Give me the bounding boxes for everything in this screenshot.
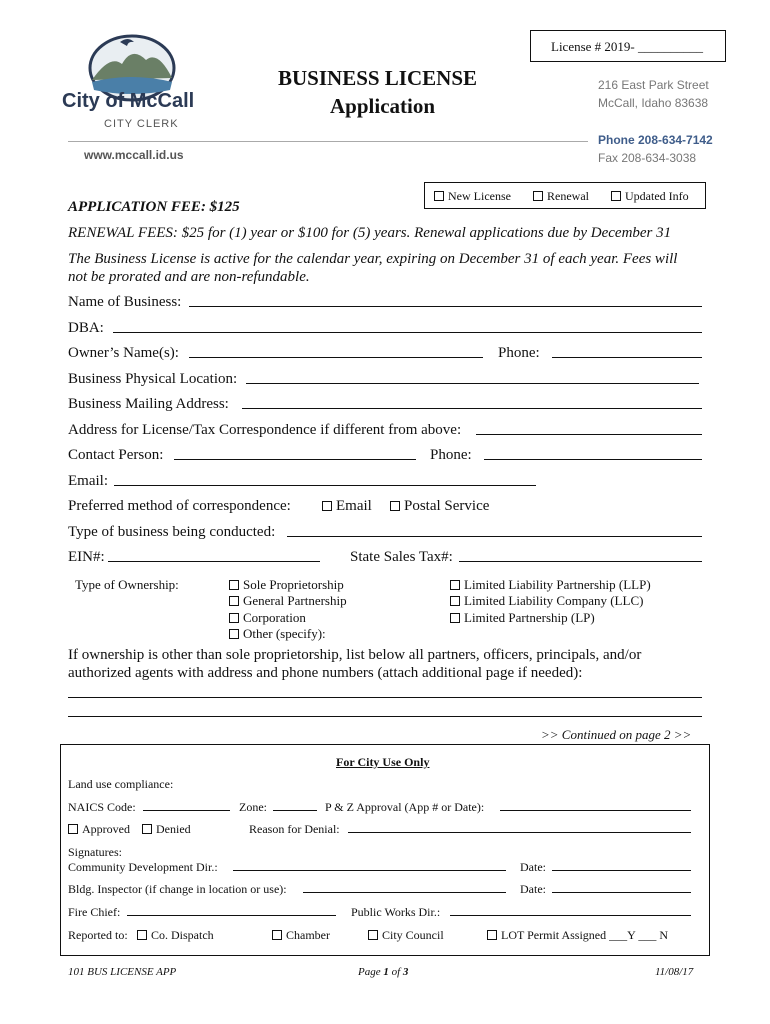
- new-license-label: New License: [448, 189, 511, 203]
- page-word: Page: [358, 966, 381, 978]
- pref-postal-checkbox[interactable]: [390, 501, 400, 511]
- lot-option[interactable]: [487, 928, 668, 943]
- public-works-label: Public Works Dir.:: [351, 905, 441, 919]
- updated-info-label: Updated Info: [625, 189, 689, 203]
- approved-label: Approved: [82, 822, 130, 836]
- correspondence-address-label: Address for License/Tax Correspondence if different from above:: [68, 422, 462, 438]
- page-number: 1: [383, 966, 389, 978]
- owner-phone-input[interactable]: [552, 357, 702, 358]
- naics-label: NAICS Code:: [68, 800, 136, 814]
- address-phone: Phone 208-634-7142: [598, 133, 713, 147]
- sales-tax-label: State Sales Tax#:: [350, 549, 453, 565]
- footer-form-id: 101 BUS LICENSE APP: [68, 966, 177, 978]
- sole-checkbox[interactable]: [229, 580, 239, 590]
- other-checkbox[interactable]: [229, 629, 239, 639]
- council-option[interactable]: [368, 928, 444, 943]
- dispatch-label: Co. Dispatch: [151, 928, 214, 942]
- council-label: City Council: [382, 928, 444, 942]
- pref-postal-label: Postal Service: [404, 498, 490, 514]
- license-note-2: not be prorated and are non-refundable.: [68, 269, 310, 285]
- pref-postal-option[interactable]: [390, 498, 489, 515]
- naics-input[interactable]: [143, 810, 230, 811]
- business-type-input[interactable]: [287, 536, 702, 537]
- header-divider: [68, 141, 588, 142]
- address-city: McCall, Idaho 83638: [598, 96, 709, 110]
- owner-name-label: Owner’s Name(s):: [68, 345, 179, 361]
- license-number-box[interactable]: [530, 30, 726, 62]
- physical-location-label: Business Physical Location:: [68, 371, 238, 387]
- renewal-label: Renewal: [547, 189, 589, 203]
- llp-label: Limited Liability Partnership (LLP): [464, 577, 651, 592]
- date2-label: Date:: [520, 882, 546, 896]
- partners-input-1[interactable]: [68, 697, 702, 698]
- chamber-checkbox[interactable]: [272, 930, 282, 940]
- bldg-label: Bldg. Inspector (if change in location or use):: [68, 882, 287, 896]
- zone-label: Zone:: [239, 800, 267, 814]
- city-logo: [60, 32, 220, 132]
- footer-date: 11/08/17: [655, 966, 694, 978]
- email-input[interactable]: [114, 485, 536, 486]
- bldg-input[interactable]: [303, 892, 506, 893]
- business-type-label: Type of business being conducted:: [68, 524, 276, 540]
- updated-info-option[interactable]: [611, 189, 689, 204]
- fire-chief-label: Fire Chief:: [68, 905, 121, 919]
- pref-email-checkbox[interactable]: [322, 501, 332, 511]
- renewal-checkbox[interactable]: [533, 191, 543, 201]
- approved-checkbox[interactable]: [68, 824, 78, 834]
- denied-option[interactable]: [142, 822, 191, 837]
- physical-location-input[interactable]: [246, 383, 699, 384]
- lot-checkbox[interactable]: [487, 930, 497, 940]
- council-checkbox[interactable]: [368, 930, 378, 940]
- page-title: BUSINESS LICENSE: [278, 66, 478, 90]
- updated-info-checkbox[interactable]: [611, 191, 621, 201]
- pz-input[interactable]: [500, 810, 691, 811]
- of-word: of: [391, 966, 401, 978]
- approved-option[interactable]: [68, 822, 130, 837]
- date1-input[interactable]: [552, 870, 691, 871]
- email-label: Email:: [68, 473, 108, 489]
- logo-dept: CITY CLERK: [104, 118, 179, 130]
- pref-email-label: Email: [336, 498, 372, 514]
- other-label: Other (specify):: [243, 626, 326, 641]
- reported-label: Reported to:: [68, 928, 128, 942]
- sole-label: Sole Proprietorship: [243, 577, 344, 592]
- ownership-lp[interactable]: [450, 610, 595, 626]
- new-license-checkbox[interactable]: [434, 191, 444, 201]
- owner-phone-label: Phone:: [498, 345, 540, 361]
- lot-label: LOT Permit Assigned ___Y ___ N: [501, 928, 668, 942]
- license-number-label: License # 2019- __________: [551, 39, 704, 54]
- license-type-box: [424, 182, 706, 209]
- corporation-checkbox[interactable]: [229, 613, 239, 623]
- renewal-fees: RENEWAL FEES: $25 for (1) year or $100 for (5) years. Renewal applications due by December 31: [68, 225, 672, 241]
- date2-input[interactable]: [552, 892, 691, 893]
- mailing-address-input[interactable]: [242, 408, 702, 409]
- ownership-llp[interactable]: [450, 577, 651, 593]
- logo-emblem: [60, 32, 220, 132]
- zone-input[interactable]: [273, 810, 317, 811]
- application-fee: APPLICATION FEE: $125: [68, 199, 240, 215]
- correspondence-address-input[interactable]: [476, 434, 702, 435]
- address-street: 216 East Park Street: [598, 78, 709, 92]
- continued-note: >> Continued on page 2 >>: [541, 727, 692, 742]
- dba-input[interactable]: [113, 332, 702, 333]
- date1-label: Date:: [520, 860, 546, 874]
- dispatch-option[interactable]: [137, 928, 214, 943]
- new-license-option[interactable]: [434, 189, 511, 204]
- business-name-label: Name of Business:: [68, 294, 182, 310]
- ownership-label: Type of Ownership:: [75, 577, 179, 592]
- corporation-label: Corporation: [243, 610, 306, 625]
- license-note-1: The Business License is active for the calendar year, expiring on December 31 of each year. Fees will: [68, 251, 678, 267]
- public-works-input[interactable]: [450, 915, 691, 916]
- address-fax: Fax 208-634-3038: [598, 151, 697, 165]
- signatures-label: Signatures:: [68, 845, 122, 859]
- mailing-address-label: Business Mailing Address:: [68, 396, 229, 412]
- owner-name-input[interactable]: [189, 357, 483, 358]
- partners-input-2[interactable]: [68, 716, 702, 717]
- pz-label: P & Z Approval (App # or Date):: [325, 800, 485, 814]
- logo-city-name: City of McCall: [62, 90, 195, 112]
- footer-page: [358, 966, 408, 978]
- ownership-sole[interactable]: [229, 577, 344, 593]
- fire-chief-input[interactable]: [127, 915, 336, 916]
- ownership-llc[interactable]: [450, 593, 643, 609]
- llc-label: Limited Liability Company (LLC): [464, 593, 644, 608]
- logo-website[interactable]: www.mccall.id.us: [84, 148, 184, 162]
- denied-label: Denied: [156, 822, 191, 836]
- llc-checkbox[interactable]: [450, 596, 460, 606]
- contact-person-input[interactable]: [174, 459, 416, 460]
- ownership-general[interactable]: [229, 593, 347, 609]
- reason-label: Reason for Denial:: [249, 822, 340, 836]
- page-subtitle: Application: [330, 94, 436, 118]
- contact-phone-input[interactable]: [484, 459, 702, 460]
- ownership-corporation[interactable]: [229, 610, 306, 626]
- city-use-title: For City Use Only: [336, 755, 430, 769]
- llp-checkbox[interactable]: [450, 580, 460, 590]
- chamber-label: Chamber: [286, 928, 330, 942]
- city-use-box: [60, 744, 710, 956]
- preferred-method-label: Preferred method of correspondence:: [68, 498, 291, 514]
- lp-checkbox[interactable]: [450, 613, 460, 623]
- renewal-option[interactable]: [533, 189, 589, 204]
- partners-text-2: authorized agents with address and phone numbers (attach additional page if needed):: [68, 665, 583, 681]
- lp-label: Limited Partnership (LP): [464, 610, 595, 625]
- dispatch-checkbox[interactable]: [137, 930, 147, 940]
- page-total: 3: [402, 966, 409, 978]
- general-label: General Partnership: [243, 593, 347, 608]
- general-checkbox[interactable]: [229, 596, 239, 606]
- sales-tax-input[interactable]: [459, 561, 702, 562]
- contact-person-label: Contact Person:: [68, 447, 164, 463]
- land-use-label: Land use compliance:: [68, 777, 174, 791]
- comm-dev-input[interactable]: [233, 870, 506, 871]
- partners-text-1: If ownership is other than sole proprietorship, list below all partners, officers, principals, and/or: [68, 647, 642, 663]
- denied-checkbox[interactable]: [142, 824, 152, 834]
- chamber-option[interactable]: [272, 928, 330, 943]
- ein-label: EIN#:: [68, 549, 105, 565]
- ein-input[interactable]: [108, 561, 320, 562]
- pref-email-option[interactable]: [322, 498, 372, 515]
- dba-label: DBA:: [68, 320, 104, 336]
- business-name-input[interactable]: [189, 306, 702, 307]
- reason-input[interactable]: [348, 832, 691, 833]
- comm-dev-label: Community Development Dir.:: [68, 860, 218, 874]
- ownership-other[interactable]: [229, 626, 326, 642]
- contact-phone-label: Phone:: [430, 447, 472, 463]
